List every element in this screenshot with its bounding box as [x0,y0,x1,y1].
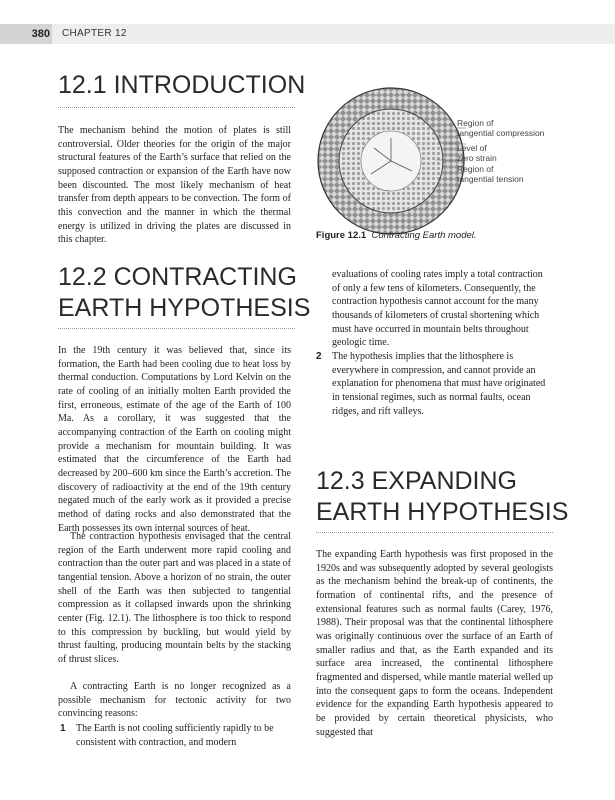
contracting-paragraph-2: The contraction hypothesis envisaged that the central region of the Earth underwent more rapid cooling and contraction than the outer part and was placed in a state of tangential tension. Above a horizon of no strain, the outer shell of the Earth was then subjected to tangential compression as it collapsed inwards upon the shrinking center (Fig. 12.1). The lithosphere is too thick to respond to this compression by buckling, but would yield by thrust faulting, producing mountain belts by the stacking of thrust slices. [58,531,291,665]
list-item [316,350,548,418]
section-12-1-title: 12.1 INTRODUCTION [58,71,306,99]
list-item [316,268,548,350]
list-item-number: 2 [316,350,322,362]
figure-caption [316,230,477,241]
section-rule [316,532,553,533]
section-rule [58,328,295,329]
list-item-number: 1 [60,723,66,734]
page-number: 380 [0,24,52,44]
contracting-paragraph-1: In the 19th century it was believed that, since its formation, the Earth had been cooling due to heat loss by thermal conduction. Computations by Lord Kelvin on the rate of cooling of an initially molten Earth provided the first, erroneous, estimate of the age of the Earth of 100 Ma. As a corollary, it was suggested that the accompanying contraction of the Earth on cooling might provide a mechanism for mountain building. It was estimated that the circumference of the Earth had decreased by 200–600 km since the Earth’s accretion. The discovery of radioactivity at the end of the 19th century negated much of the early work as it provided a precise method of dating rocks and also demonstrated that the Earth possesses its own internal sources of heat. [58,345,291,534]
label-tension-1: Region of [457,164,494,174]
intro-paragraph: The mechanism behind the motion of plates is still controversial. Older theories for the origin of the major structural features of the Earth’s surface that relied on the supposed contraction or expansion of the Earth have now been discounted. The most likely mechanism of heat transfer from depth appears to be convection. The form of this convection and the manner in which the thermal energy is utilized in driving the plates are discussed in this chapter. [58,125,291,246]
label-zero-strain-1: Level of [457,143,487,153]
section-12-2-title-line2: EARTH HYPOTHESIS [58,294,311,322]
list-item-text: evaluations of cooling rates imply a total contraction of only a few tens of kilometers. Consequently, the contraction hypothesis cannot account for the many thousands of kilometers of crustal shortening which must have occurred in mountain belts throughout geologic time. [332,269,543,349]
figure-caption-text: Contracting Earth model. [371,230,477,241]
label-compression-1: Region of [457,118,494,128]
reasons-list-continued [316,268,548,418]
section-12-3-title-line2: EARTH HYPOTHESIS [316,498,569,526]
contracting-earth-figure [316,86,466,236]
section-12-3-title-line1: 12.3 EXPANDING [316,467,518,495]
label-compression-2: tangential compression [457,128,545,138]
figure-caption-label: Figure 12.1 [316,230,367,241]
label-tension-2: tangential tension [457,174,524,184]
expanding-paragraph-1: The expanding Earth hypothesis was first proposed in the 1920s and was subsequently adopted by several geologists as the mechanism behind the break-up of continents, the formation of continental rifts, and the presence of extensional features such as normal faults (Carey, 1976, 1988). Their proposal was that the continental lithosphere was originally continuous over the surface of an Earth of smaller radius and that, as the Earth expanded and its surface area increased, the continental lithosphere fragmented and dispersed, while mantle material welled up into the consequent gaps to form the oceans. Independent evidence for the expanding Earth hypothesis appeared to be provided by certain theoretical physicists, who suggested that [316,549,553,738]
reasons-list [60,722,290,749]
label-zero-strain-2: zero strain [457,153,497,163]
section-12-2-title-line1: 12.2 CONTRACTING [58,263,297,291]
list-item-text: The hypothesis implies that the lithosphere is everywhere in compression, and cannot provide an explanation for phenomena that must have originated in tensional regimes, such as normal faults, ocean ridges, and rift valleys. [332,350,546,417]
chapter-label: CHAPTER 12 [62,28,127,39]
list-item [60,722,290,749]
section-rule [58,107,295,108]
list-item-text: The Earth is not cooling sufficiently rapidly to be consistent with contraction, and modern [76,723,274,748]
contracting-paragraph-3: A contracting Earth is no longer recognized as a possible mechanism for tectonic activity for two convincing reasons: [58,681,291,720]
